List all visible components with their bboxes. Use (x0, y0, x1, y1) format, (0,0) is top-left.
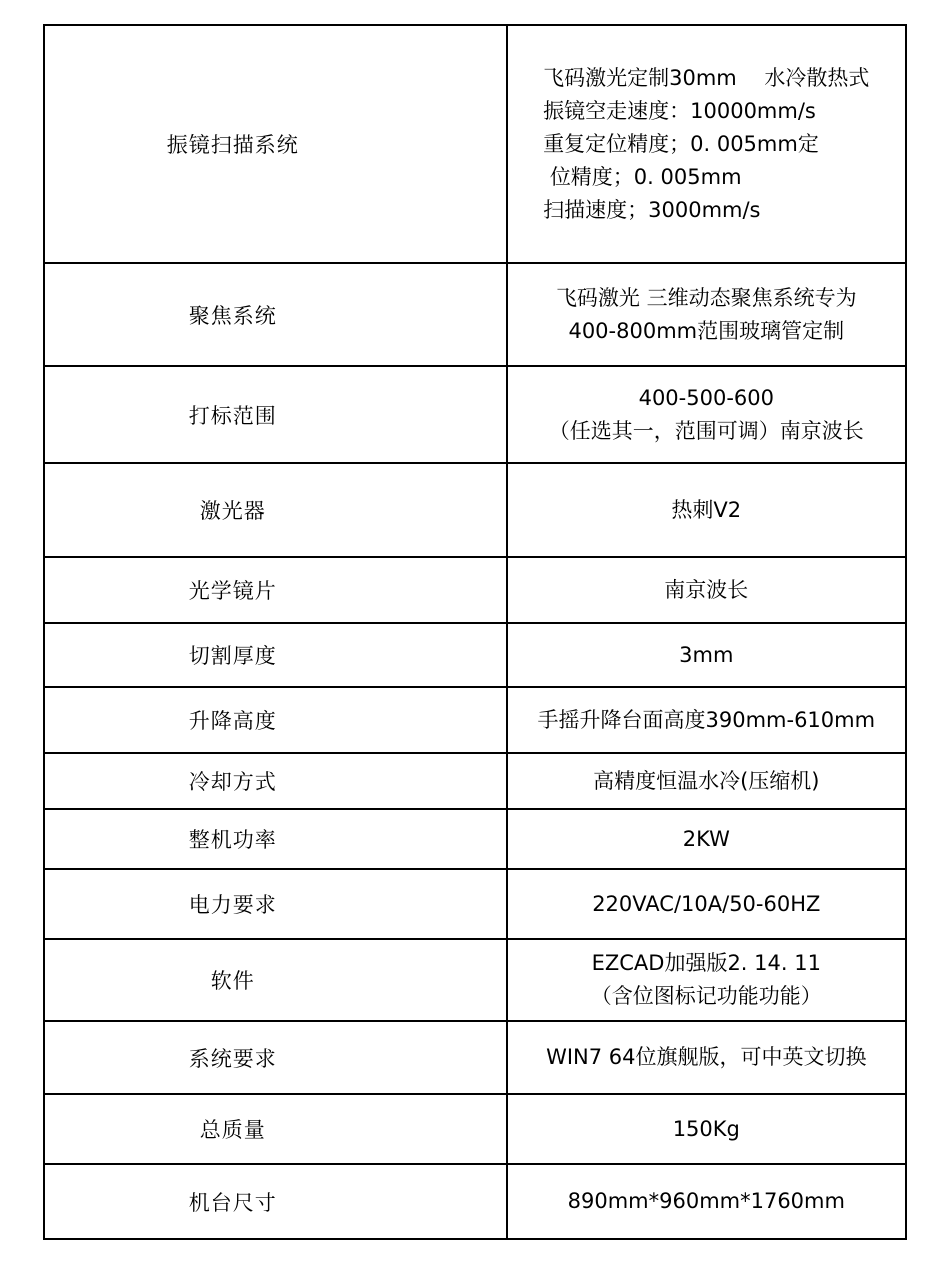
spec-value (507, 25, 906, 263)
spec-value-block (591, 947, 822, 1013)
spec-label: 系统要求 (44, 1021, 507, 1094)
table-row-focus-system (44, 263, 906, 366)
spec-value (507, 1164, 906, 1239)
spec-value-line: 高精度恒温水冷(压缩机) (593, 768, 820, 793)
spec-value-line: 重复定位精度；0. 005mm定 (543, 131, 819, 156)
spec-label: 光学镜片 (44, 557, 507, 623)
table-row-system-requirement (44, 1021, 906, 1094)
spec-value-line: 热刺V2 (671, 497, 742, 522)
table-row-power-requirement (44, 869, 906, 939)
table-row-marking-range (44, 366, 906, 463)
spec-value-line: 扫描速度；3000mm/s (543, 197, 761, 222)
spec-label: 冷却方式 (44, 753, 507, 809)
table-row-machine-dimensions (44, 1164, 906, 1239)
spec-value-line: 2KW (682, 826, 730, 851)
table-row-software (44, 939, 906, 1021)
spec-value-line: 南京波长 (664, 577, 749, 602)
spec-label: 聚焦系统 (44, 263, 507, 366)
spec-value-block (549, 382, 864, 448)
spec-label: 电力要求 (44, 869, 507, 939)
table-row-galvo-scan-system (44, 25, 906, 263)
table-row-cooling-method (44, 753, 906, 809)
spec-label: 机台尺寸 (44, 1164, 507, 1239)
spec-value (507, 1094, 906, 1164)
spec-value-line: （任选其一，范围可调）南京波长 (548, 418, 864, 443)
spec-value-line: 飞码激光 三维动态聚焦系统专为 (555, 285, 857, 310)
spec-label: 总质量 (44, 1094, 507, 1164)
spec-value (507, 1021, 906, 1094)
spec-value (507, 869, 906, 939)
spec-label: 打标范围 (44, 366, 507, 463)
spec-value-line: 手摇升降台面高度390mm-610mm (537, 707, 876, 732)
spec-label: 振镜扫描系统 (44, 25, 507, 263)
spec-value (507, 623, 906, 687)
spec-value (507, 366, 906, 463)
table-row-cutting-thickness (44, 623, 906, 687)
spec-label: 切割厚度 (44, 623, 507, 687)
spec-label: 整机功率 (44, 809, 507, 869)
spec-value-block (543, 62, 869, 227)
spec-value (507, 557, 906, 623)
spec-value-block (556, 282, 857, 348)
spec-value-line: WIN7 64位旗舰版，可中英文切换 (546, 1045, 867, 1069)
spec-label: 升降高度 (44, 687, 507, 753)
spec-value (507, 687, 906, 753)
spec-value-line: 890mm*960mm*1760mm (567, 1189, 845, 1213)
table-row-laser (44, 463, 906, 557)
spec-value-line: 3mm (679, 642, 734, 667)
spec-label: 软件 (44, 939, 507, 1021)
spec-value-line: EZCAD加强版2. 14. 11 (591, 951, 821, 975)
table-row-total-weight (44, 1094, 906, 1164)
spec-value-line: 150Kg (672, 1116, 740, 1141)
spec-value-line: 400-800mm范围玻璃管定制 (568, 318, 845, 343)
table-row-optical-lens (44, 557, 906, 623)
spec-value-line: 振镜空走速度：10000mm/s (543, 98, 816, 123)
spec-value (507, 939, 906, 1021)
table-row-total-power (44, 809, 906, 869)
spec-value (507, 753, 906, 809)
spec-value-line: 220VAC/10A/50-60HZ (592, 891, 821, 916)
spec-table-body (44, 25, 906, 1239)
spec-value (507, 809, 906, 869)
spec-value-line: 位精度；0. 005mm (543, 164, 742, 189)
spec-value (507, 463, 906, 557)
spec-value (507, 263, 906, 366)
spec-value-line: 飞码激光定制30mm 水冷散热式 (543, 65, 870, 90)
spec-value-line: 400-500-600 (638, 385, 774, 410)
spec-table (43, 24, 907, 1240)
spec-value-line: （含位图标记功能功能） (590, 984, 822, 1008)
spec-label: 激光器 (44, 463, 507, 557)
table-row-lift-height (44, 687, 906, 753)
